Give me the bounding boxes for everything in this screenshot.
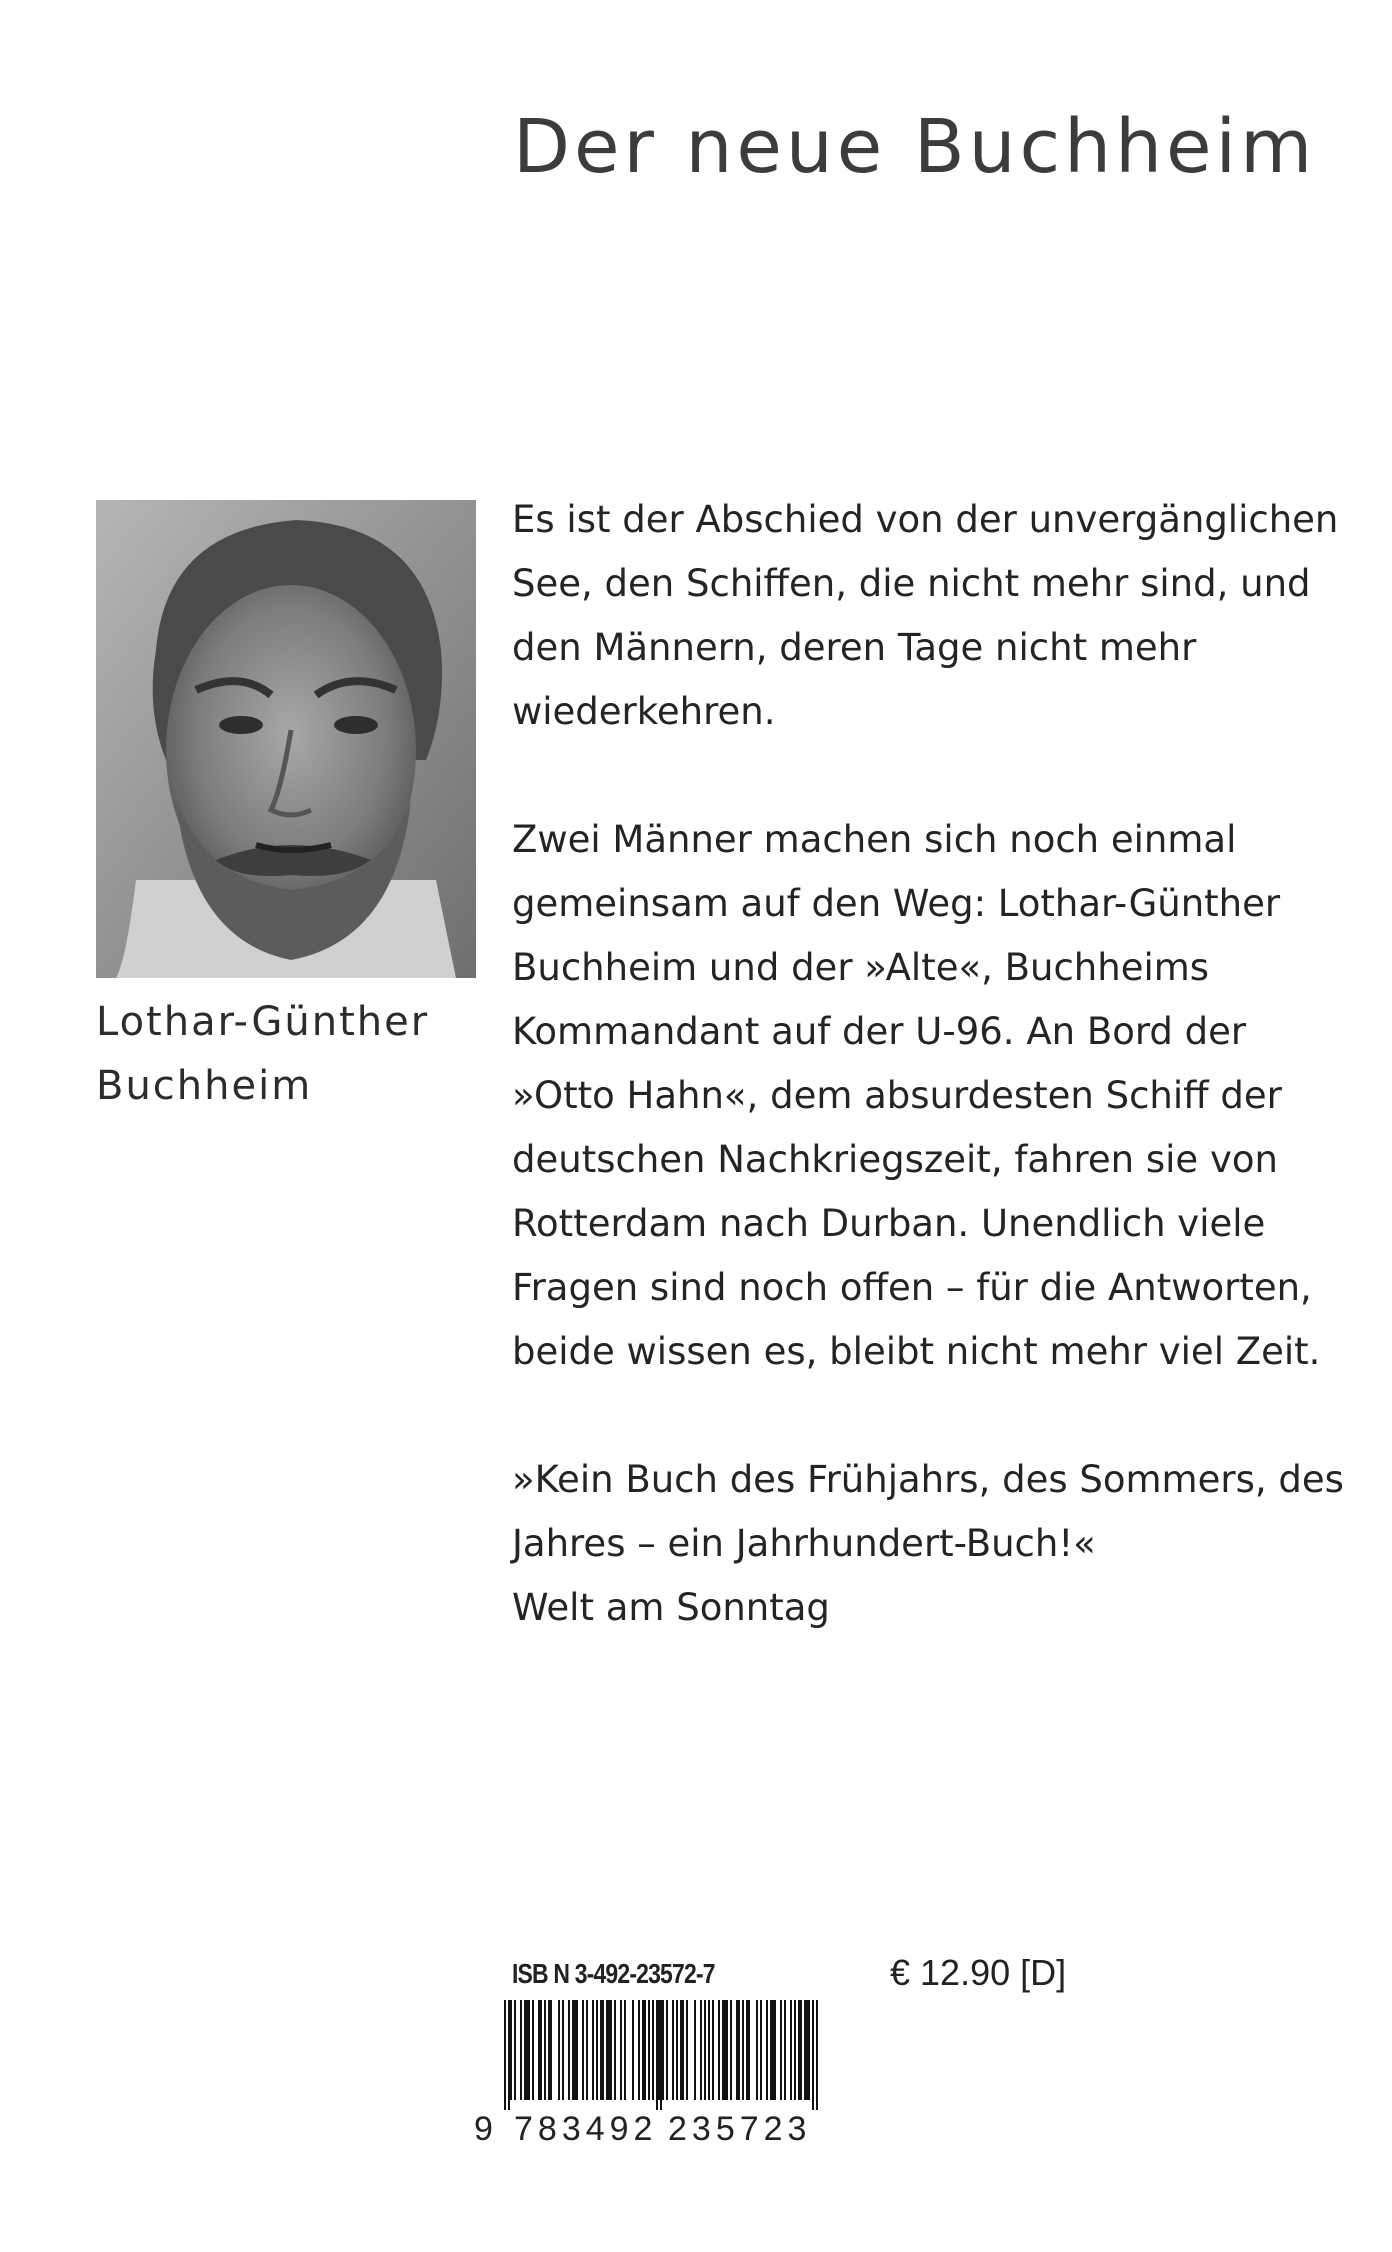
barcode-bar [632,2000,634,2100]
barcode-bar [672,2000,674,2100]
barcode-bar [760,2000,762,2100]
barcode-bar [620,2000,622,2100]
text-line: den Männern, deren Tage nicht mehr [512,626,1197,669]
barcode-bar [686,2000,688,2100]
barcode-bar [562,2000,564,2100]
barcode-guard-bar [812,2000,814,2110]
barcode-bar [568,2000,570,2100]
barcode-bar [596,2000,598,2100]
price-label: € 12.90 [D] [890,1952,1067,1993]
text-line: wiederkehren. [512,690,776,733]
author-caption [96,990,486,1118]
text-line: See, den Schiffen, die nicht mehr sind, und [512,562,1311,605]
barcode-bar [666,2000,668,2100]
barcode-bar [592,2000,594,2100]
author-caption-line: Buchheim [96,1063,313,1109]
barcode-bar [742,2000,744,2100]
barcode-bar [730,2000,732,2100]
text-line: Zwei Männer machen sich noch einmal [512,818,1237,861]
barcode-bar [798,2000,802,2100]
barcode-bar [680,2000,684,2100]
barcode-bar [766,2000,768,2100]
press-quote [512,1448,1344,1640]
text-line: Es ist der Abschied von der unvergänglichen [512,498,1339,541]
blurb-paragraph-1 [512,488,1339,744]
barcode-bar [524,2000,530,2100]
quote-source: Welt am Sonntag [512,1586,830,1629]
barcode-bar [538,2000,542,2100]
barcode-bar [694,2000,696,2100]
barcode-bar [600,2000,604,2100]
barcode-bar [514,2000,516,2100]
barcode-guard-bar [508,2000,510,2110]
barcode-bar [708,2000,710,2100]
barcode-bar [722,2000,728,2100]
barcode-digit-first: 9 [474,2110,493,2148]
text-line: Rotterdam nach Durban. Unendlich viele [512,1202,1266,1245]
barcode-bar [790,2000,792,2100]
isbn-label: ISB N 3-492-23572-7 [512,1958,715,1989]
barcode-bar [804,2000,810,2100]
barcode-guard-bar [816,2000,818,2110]
text-line: Jahres – ein Jahrhundert-Buch!« [512,1522,1096,1565]
barcode-bar [572,2000,578,2100]
barcode-bar [712,2000,714,2100]
barcode-guard-bar [660,2000,662,2110]
barcode-bar [558,2000,560,2100]
barcode-guard-bar [656,2000,658,2110]
barcode-bar [676,2000,678,2100]
barcode-bar [614,2000,616,2100]
barcode-bar [532,2000,534,2100]
text-line: »Otto Hahn«, dem absurdesten Schiff der [512,1074,1282,1117]
barcode-digit-group: 235723 [668,2110,812,2148]
barcode-bar [784,2000,786,2100]
author-caption-line: Lothar-Günther [96,999,430,1045]
barcode-bar [648,2000,650,2100]
barcode-bar [638,2000,640,2100]
barcode-bar [586,2000,588,2100]
barcode-bar [624,2000,626,2100]
barcode-bar [520,2000,522,2100]
text-line: »Kein Buch des Frühjahrs, des Sommers, des [512,1458,1344,1501]
book-title: Der neue Buchheim [513,104,1317,190]
barcode-bar [544,2000,546,2100]
barcode-bar [548,2000,552,2100]
barcode-bar [704,2000,706,2100]
barcode-bar [718,2000,720,2100]
barcode-bar [582,2000,584,2100]
text-line: deutschen Nachkriegszeit, fahren sie von [512,1138,1278,1181]
barcode-bar [606,2000,612,2100]
barcode-bar [746,2000,750,2100]
barcode-bar [756,2000,758,2100]
author-portrait [96,500,476,978]
blurb [512,488,1344,1704]
barcode-guard-bar [504,2000,506,2110]
blurb-paragraph-2 [512,808,1321,1384]
barcode-bar [642,2000,646,2100]
barcode-bar [652,2000,654,2100]
text-line: Fragen sind noch offen – für die Antworten, [512,1266,1312,1309]
barcode-bar [700,2000,702,2100]
barcode-bar [770,2000,776,2100]
text-line: Kommandant auf der U-96. An Bord der [512,1010,1247,1053]
barcode-bar [510,2000,512,2100]
text-line: gemeinsam auf den Weg: Lothar-Günther [512,882,1281,925]
barcode-bars [470,2000,850,2110]
barcode-bar [736,2000,740,2100]
portrait-image [96,500,476,978]
text-line: Buchheim und der »Alte«, Buchheims [512,946,1210,989]
barcode-digit-group: 783492 [514,2110,658,2148]
barcode-bar [794,2000,796,2100]
barcode-bar [780,2000,782,2100]
text-line: beide wissen es, bleibt nicht mehr viel Zeit. [512,1330,1321,1373]
